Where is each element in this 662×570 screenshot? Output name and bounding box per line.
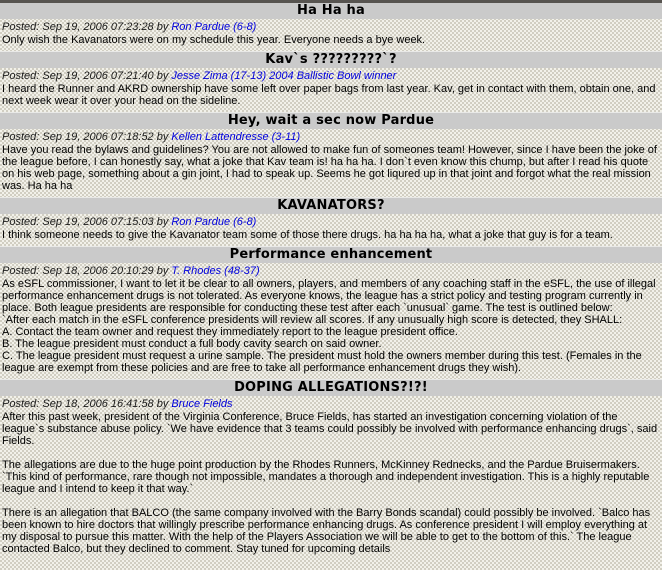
posted-timestamp: Posted: Sep 19, 2006 07:18:52 by bbox=[2, 131, 169, 143]
forum-post bbox=[0, 51, 662, 107]
post-body-line: A. Contact the team owner and request they immediately report to the league president office. bbox=[2, 326, 458, 338]
forum-post bbox=[0, 379, 662, 555]
post-meta bbox=[2, 21, 660, 33]
author-link[interactable]: T. Rhodes (48-37) bbox=[171, 265, 260, 277]
post-list bbox=[0, 3, 662, 555]
forum-post bbox=[0, 3, 662, 46]
post-body-line bbox=[2, 495, 660, 507]
posted-timestamp: Posted: Sep 19, 2006 07:21:40 by bbox=[2, 70, 169, 82]
post-body-line: Have you read the bylaws and guidelines? You are not allowed to make fun of someones team! However, since I have been the joke of the league before, I can honestly say, what a joke that Kav team is! ha ha ha. I don`t even know this chump, but after I read his quote on his web page, something about a gin joint, I had to speak up. Seems he got liqured up in that joint and forgot what the real mission was. Ha ha ha bbox=[2, 144, 657, 192]
post-meta bbox=[2, 131, 660, 143]
posted-timestamp: Posted: Sep 19, 2006 07:23:28 by bbox=[2, 21, 169, 33]
forum-post bbox=[0, 112, 662, 192]
post-body-line: `After each match in the eSFL conference presidents will review all scores. If any unusually high score is detected, they SHALL: bbox=[2, 314, 623, 326]
post-body-line bbox=[2, 447, 660, 459]
post-meta bbox=[2, 398, 660, 410]
posted-timestamp: Posted: Sep 19, 2006 07:15:03 by bbox=[2, 216, 169, 228]
post-title: Kav`s ?????????`? bbox=[0, 51, 662, 68]
post-title: Performance enhancement bbox=[0, 246, 662, 263]
post-body bbox=[2, 229, 660, 241]
post-body-line: C. The league president must request a urine sample. The president must hold the owners member during this test. (Females in the league are exempt from these policies and are free to take all performance enhancement drugs they wish). bbox=[2, 350, 642, 374]
post-body-line: As eSFL commissioner, I want to let it be clear to all owners, players, and members of any coaching staff in the eSFL, the use of illegal performance enhancement drugs is not tolerated. As everyone knows, the league has a strict policy and testing program currently in place. Both league presidents are responsible for conducting these test after each `unusual` game. The test is outlined below: bbox=[2, 278, 656, 314]
post-body-line: I heard the Runner and AKRD ownership have some left over paper bags from last year. Kav, get in contact with them, obtain one, and next week wear it over your head on the sideline. bbox=[2, 83, 656, 107]
post-title: KAVANATORS? bbox=[0, 197, 662, 214]
post-body-line: The allegations are due to the huge point production by the Rhodes Runners, McKinney Rednecks, and the Pardue Bruisermakers. `This kind of performance, rare though not impossible, mandates a thorough and independent investigation. This is a highly reputable league and I intend to keep it that way.` bbox=[2, 459, 650, 495]
author-link[interactable]: Jesse Zima (17-13) 2004 Ballistic Bowl winner bbox=[171, 70, 397, 82]
post-body bbox=[2, 411, 660, 555]
author-link[interactable]: Ron Pardue (6-8) bbox=[171, 216, 257, 228]
post-meta bbox=[2, 216, 660, 228]
post-body-line: There is an allegation that BALCO (the same company involved with the Barry Bonds scandal) could possibly be involved. `Balco has been known to hire doctors that willingly prescribe performance enhancing drugs. As conference president I will employ everything at my disposal to pursue this matter. With the help of the Players Association we will be able to get to the bottom of this.` The league contacted Balco, but they declined to comment. Stay tuned for upcoming details bbox=[2, 507, 651, 555]
post-meta bbox=[2, 70, 660, 82]
post-body-line: B. The league president must conduct a full body cavity search on said owner. bbox=[2, 338, 382, 350]
post-body bbox=[2, 278, 660, 374]
post-body bbox=[2, 34, 660, 46]
forum-post bbox=[0, 197, 662, 241]
post-title: Ha Ha ha bbox=[0, 3, 662, 19]
post-title: DOPING ALLEGATIONS?!?! bbox=[0, 379, 662, 396]
author-link[interactable]: Kellen Lattendresse (3-11) bbox=[171, 131, 301, 143]
author-link[interactable]: Bruce Fields bbox=[171, 398, 233, 410]
post-body-line: Only wish the Kavanators were on my schedule this year. Everyone needs a bye week. bbox=[2, 34, 426, 46]
posted-timestamp: Posted: Sep 18, 2006 16:41:58 by bbox=[2, 398, 169, 410]
posted-timestamp: Posted: Sep 18, 2006 20:10:29 by bbox=[2, 265, 169, 277]
post-body-line: I think someone needs to give the Kavanator team some of those there drugs. ha ha ha ha, what a joke that guy is for a team. bbox=[2, 229, 613, 241]
post-meta bbox=[2, 265, 660, 277]
post-title: Hey, wait a sec now Pardue bbox=[0, 112, 662, 129]
post-body-line: After this past week, president of the Virginia Conference, Bruce Fields, has started an investigation concerning violation of the league`s substance abuse policy. `We have evidence that 3 teams could possibly be involved with performance enhancing drugs`, said Fields. bbox=[2, 411, 658, 447]
forum-post bbox=[0, 246, 662, 374]
post-body bbox=[2, 144, 660, 192]
author-link[interactable]: Ron Pardue (6-8) bbox=[171, 21, 257, 33]
post-body bbox=[2, 83, 660, 107]
